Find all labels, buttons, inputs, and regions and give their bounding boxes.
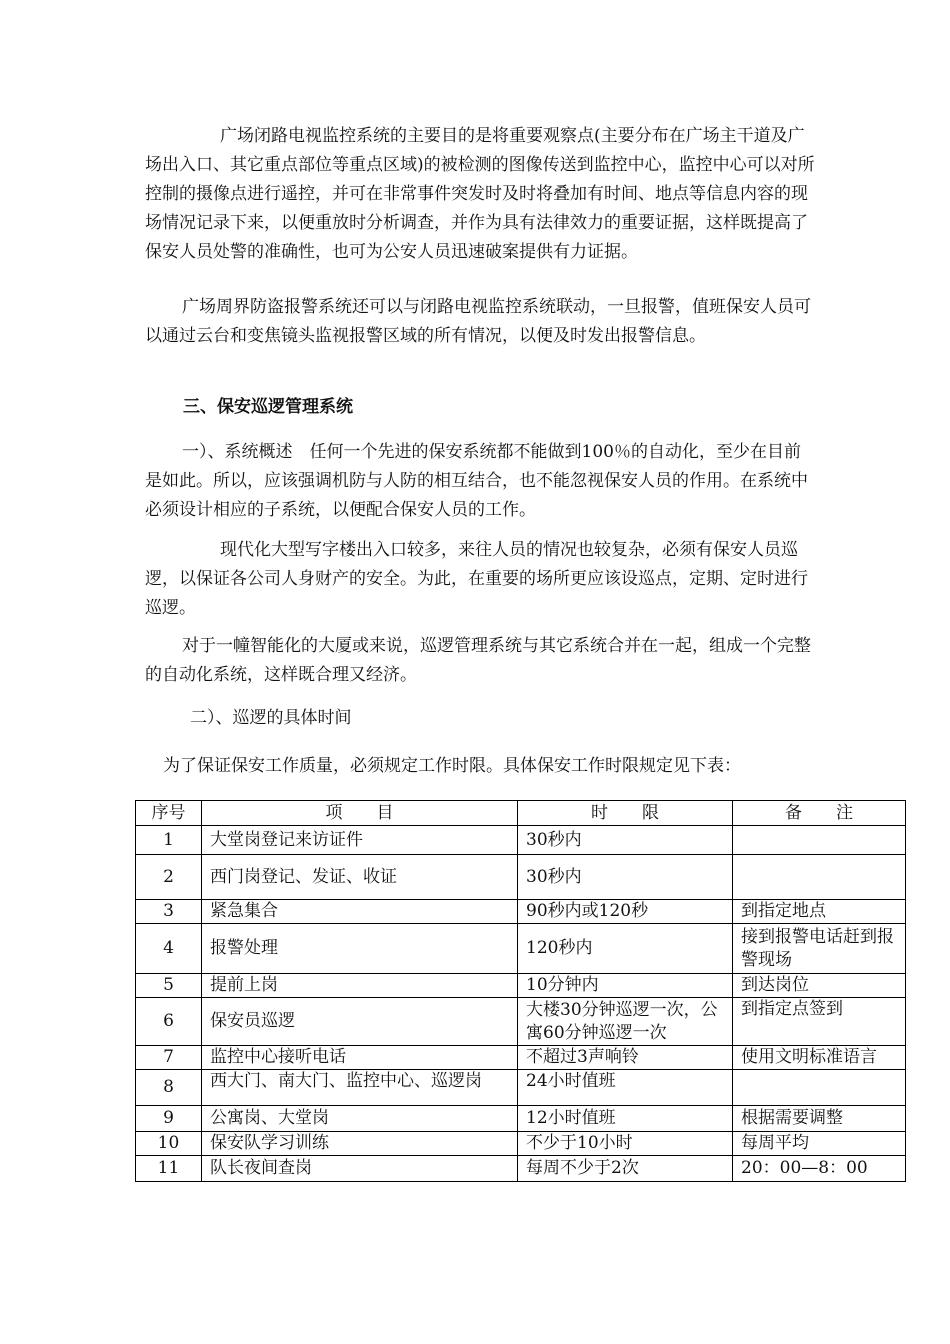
- table-cell: 11: [136, 1156, 202, 1182]
- table-cell: 10: [136, 1132, 202, 1156]
- table-cell: 到指定点签到: [733, 998, 906, 1046]
- table-cell: 到指定地点: [733, 900, 906, 924]
- table-cell: 2: [136, 855, 202, 900]
- table-cell: 根据需要调整: [733, 1106, 906, 1132]
- table-cell: 90秒内或120秒: [518, 900, 733, 924]
- table-cell: 队长夜间查岗: [202, 1156, 518, 1182]
- table-cell: 3: [136, 900, 202, 924]
- paragraph-office-patrol: 现代化大型写字楼出入口较多，来往人员的情况也较复杂，必须有保安人员巡逻，以保证各公司人身财产的安全。为此，在重要的场所更应该设巡点，定期、定时进行巡逻。: [145, 540, 808, 618]
- table-cell: 8: [136, 1070, 202, 1106]
- table-cell: 不超过3声响铃: [518, 1046, 733, 1070]
- table-cell: 24小时值班: [518, 1070, 733, 1106]
- table-cell: 20：00—8：00: [733, 1156, 906, 1182]
- table-row: [136, 974, 906, 998]
- table-row: [136, 826, 906, 855]
- table-cell: 每周不少于2次: [518, 1156, 733, 1182]
- header-cell: 时 限: [518, 801, 733, 826]
- paragraph-cctv-purpose: 广场闭路电视监控系统的主要目的是将重要观察点(主要分布在广场主干道及广场出入口、其它重点部位等重点区域)的被检测的图像传送到监控中心，监控中心可以对所控制的摄像点进行遥控，并可在非常事件突发时及时将叠加有时间、地点等信息内容的现场情况记录下来，以便重放时分析调查，并作为具有法律效力的重要证据，这样既提高了保安人员处警的准确性，也可为公安人员迅速破案提供有力证据。: [145, 126, 815, 262]
- table-cell: [733, 1070, 906, 1106]
- table-cell: 7: [136, 1046, 202, 1070]
- table-cell: 紧急集合: [202, 900, 518, 924]
- table-cell: 报警处理: [202, 924, 518, 974]
- table-cell: 保安队学习训练: [202, 1132, 518, 1156]
- table-cell: [733, 855, 906, 900]
- table-cell: 大楼30分钟巡逻一次，公寓60分钟巡逻一次: [518, 998, 733, 1046]
- table-row: [136, 1156, 906, 1182]
- table-cell: 西大门、南大门、监控中心、巡逻岗: [202, 1070, 518, 1106]
- header-cell: 备 注: [733, 801, 906, 826]
- paragraph-perimeter-alarm: 广场周界防盗报警系统还可以与闭路电视监控系统联动，一旦报警，值班保安人员可以通过云台和变焦镜头监视报警区域的所有情况，以便及时发出报警信息。: [145, 297, 811, 346]
- table-cell: 保安员巡逻: [202, 998, 518, 1046]
- table-row: [136, 1070, 906, 1106]
- table-cell: 监控中心接听电话: [202, 1046, 518, 1070]
- subheading-patrol-time: 二）、巡逻的具体时间: [190, 708, 352, 728]
- table-cell: 到达岗位: [733, 974, 906, 998]
- header-cell: 序号: [136, 801, 202, 826]
- table-row: [136, 998, 906, 1046]
- paragraph-system-overview: 一）、系统概述 任何一个先进的保安系统都不能做到100％的自动化，至少在目前是如此。所以，应该强调机防与人防的相互结合，也不能忽视保安人员的作用。在系统中必须设计相应的子系统，以便配合保安人员的工作。: [145, 442, 808, 520]
- table-cell: 公寓岗、大堂岗: [202, 1106, 518, 1132]
- table-cell: 6: [136, 998, 202, 1046]
- table-row: [136, 1132, 906, 1156]
- table-cell: 接到报警电话赶到报警现场: [733, 924, 906, 974]
- table-cell: 30秒内: [518, 855, 733, 900]
- table-cell: 不少于10小时: [518, 1132, 733, 1156]
- paragraph-table-intro: 为了保证保安工作质量，必须规定工作时限。具体保安工作时限规定见下表：: [163, 756, 741, 776]
- table-cell: 30秒内: [518, 826, 733, 855]
- table-cell: [733, 826, 906, 855]
- table-cell: 5: [136, 974, 202, 998]
- paragraph-integration: 对于一幢智能化的大厦或来说，巡逻管理系统与其它系统合并在一起，组成一个完整的自动化系统，这样既合理又经济。: [145, 636, 811, 685]
- table-cell: 提前上岗: [202, 974, 518, 998]
- header-cell: 项 目: [202, 801, 518, 826]
- table-cell: 12小时值班: [518, 1106, 733, 1132]
- table-cell: 大堂岗登记来访证件: [202, 826, 518, 855]
- table-cell: 每周平均: [733, 1132, 906, 1156]
- table-row: [136, 855, 906, 900]
- table-row: [136, 900, 906, 924]
- table-cell: 120秒内: [518, 924, 733, 974]
- table-header-row: [136, 801, 906, 826]
- table-cell: 9: [136, 1106, 202, 1132]
- work-time-limit-table: [135, 800, 906, 1182]
- table-cell: 4: [136, 924, 202, 974]
- table-row: [136, 1106, 906, 1132]
- table-row: [136, 1046, 906, 1070]
- table-row: [136, 924, 906, 974]
- table-cell: 10分钟内: [518, 974, 733, 998]
- table-cell: 西门岗登记、发证、收证: [202, 855, 518, 900]
- table-cell: 1: [136, 826, 202, 855]
- section-heading-patrol-system: 三、保安巡逻管理系统: [183, 397, 353, 417]
- table-cell: 使用文明标准语言: [733, 1046, 906, 1070]
